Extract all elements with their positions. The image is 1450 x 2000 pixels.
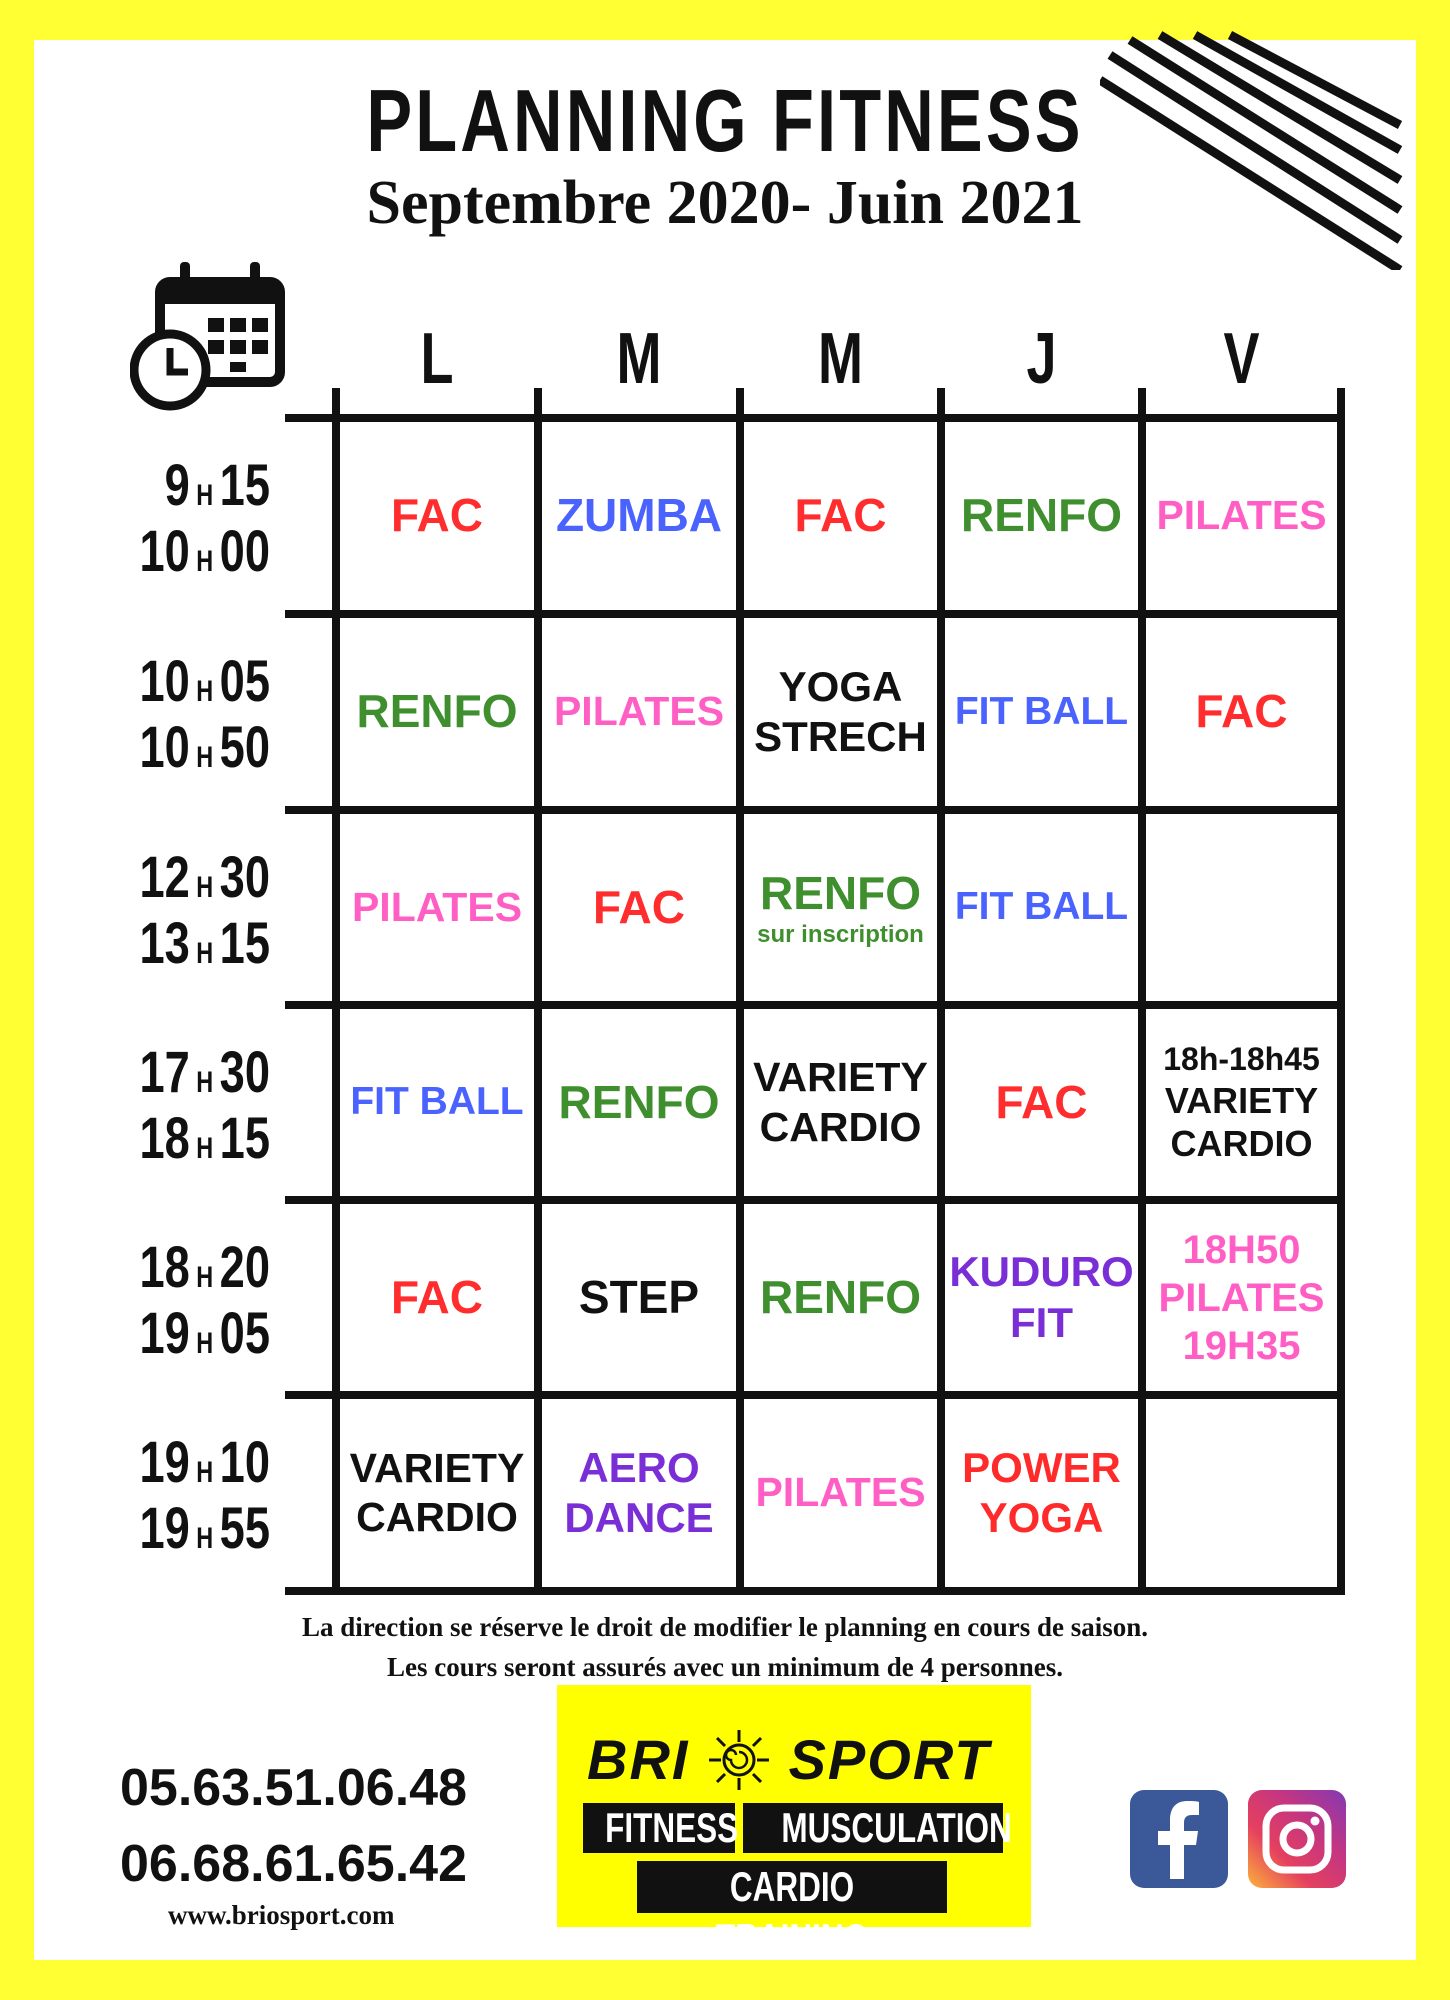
time-end: 10 H 00 [139,519,270,584]
class-name: VARIETY [753,1054,928,1101]
class-name: FIT BALL [954,689,1129,733]
disclaimer-line-2: Les cours seront assurés avec un minimum de 4 personnes. [386,1652,1063,1682]
time-slot-label [100,453,270,590]
logo-brand [587,1727,990,1792]
disclaimer-line-1: La direction se réserve le droit de modifier le planning en cours de saison. [302,1612,1148,1642]
class-name: PILATES [351,883,523,930]
time-slot-label [100,1430,270,1567]
class-name: 18h-18h45 [1163,1041,1320,1078]
instagram-icon[interactable] [1248,1790,1346,1888]
schedule-cell [744,1009,937,1196]
grid-horizontal-line [285,1001,1343,1009]
brio-sport-logo [557,1685,1031,1962]
logo-tag-musculation: MUSCULATION [743,1803,1003,1853]
time-start: 18 H 20 [139,1235,270,1300]
class-name: KUDURO [949,1248,1134,1296]
time-slot-label [100,1235,270,1372]
schedule-cell [945,1009,1138,1196]
time-end: 19 H 05 [139,1301,270,1366]
time-start: 17 H 30 [139,1040,270,1105]
class-name: RENFO [558,1075,720,1128]
class-name: VARIETY [349,1444,525,1491]
day-header: M [818,319,863,399]
schedule-cell [744,1399,937,1587]
day-header: L [420,319,454,399]
class-name: FAC [391,1270,483,1323]
class-name: PILATES [1158,1275,1325,1320]
schedule-cell [945,1399,1138,1587]
logo-tag-cardio-training: CARDIO TRAINING [637,1861,947,1913]
class-name: PILATES [755,1469,926,1516]
class-name: RENFO [356,685,518,738]
schedule-cell [945,618,1138,806]
page-title: PLANNING FITNESS [366,71,1084,170]
schedule-cell [1146,1009,1337,1196]
class-name: YOGA [979,1494,1104,1541]
schedule-cell [340,1204,534,1391]
time-start: 19 H 10 [139,1430,270,1495]
schedule-cell [542,1204,736,1391]
schedule-cell [542,1399,736,1587]
schedule-cell [744,422,937,610]
class-name: VARIETY [1164,1079,1319,1121]
grid-vertical-line [736,388,744,1595]
time-slot-label [100,649,270,786]
logo-tag-fitness: FITNESS [583,1803,735,1853]
class-name: POWER [962,1443,1121,1491]
schedule-cell [744,618,937,806]
class-name: RENFO [760,866,921,919]
schedule-cell [542,422,736,610]
schedule-cell [542,1009,736,1196]
time-start: 12 H 30 [139,845,270,910]
schedule-cell [1146,618,1337,806]
schedule-cell [744,1204,937,1391]
schedule-cell [945,1204,1138,1391]
calendar-clock-icon [130,262,290,417]
day-header: M [616,319,662,399]
schedule-cell [945,814,1138,1001]
page-subtitle: Septembre 2020- Juin 2021 [366,169,1084,237]
time-end: 19 H 55 [139,1496,270,1561]
class-name: DANCE [564,1494,714,1541]
sun-spiral-icon [707,1738,771,1790]
schedule-cell [1146,1399,1337,1587]
schedule-cell [542,618,736,806]
class-name: STRECH [754,713,927,760]
grid-horizontal-line [285,610,1343,618]
schedule-cell [340,1009,534,1196]
logo-brand-right: SPORT [788,1728,991,1791]
schedule-cell [340,1399,534,1587]
class-name: YOGA [778,662,903,710]
class-name: 18H50 [1182,1227,1301,1272]
class-name: PILATES [553,688,725,735]
time-start: 10 H 05 [139,649,270,714]
class-name: FIT [1010,1298,1073,1346]
class-name: CARDIO [356,1494,518,1540]
schedule-cell [744,814,937,1001]
class-name: CARDIO [1170,1122,1313,1164]
schedule-cell [1146,422,1337,610]
grid-vertical-line [937,388,945,1595]
class-name: FAC [995,1075,1088,1128]
grid-horizontal-line [285,414,1343,422]
class-name: RENFO [961,489,1122,542]
facebook-icon[interactable] [1130,1790,1228,1888]
grid-horizontal-line [285,1587,1343,1595]
class-name: FAC [593,880,685,933]
grid-vertical-line [332,388,340,1595]
time-end: 10 H 50 [139,715,270,780]
time-end: 13 H 15 [139,911,270,976]
class-name: AERO [578,1443,700,1491]
time-slot-label [100,845,270,982]
grid-vertical-line [534,388,542,1595]
time-end: 18 H 15 [139,1106,270,1171]
class-name: PILATES [1156,492,1327,539]
class-note: sur inscription [757,920,924,948]
schedule-cell [1146,1204,1337,1391]
class-name: RENFO [760,1270,921,1323]
schedule-cell [340,814,534,1001]
class-name: ZUMBA [555,489,723,542]
time-start: 9 H 15 [164,453,270,518]
phone-number-2: 06.68.61.65.42 [120,1835,467,1893]
day-header: V [1223,319,1260,399]
class-name: FAC [391,489,483,542]
grid-horizontal-line [285,1391,1343,1399]
website-link[interactable]: www.briosport.com [168,1900,395,1930]
schedule-cell [945,422,1138,610]
phone-number-1: 05.63.51.06.48 [120,1759,467,1817]
schedule-cell [340,618,534,806]
class-name: FIT BALL [954,885,1129,929]
grid-vertical-line [1337,388,1345,1595]
class-name: FIT BALL [350,1080,524,1124]
grid-vertical-line [1138,388,1146,1595]
schedule-cell [542,814,736,1001]
class-name: FAC [794,489,887,542]
class-name: STEP [578,1270,700,1323]
logo-brand-left: BRI [587,1728,690,1791]
day-header: J [1026,319,1057,399]
grid-horizontal-line [285,806,1343,814]
class-name: 19H35 [1182,1323,1301,1368]
schedule-cell [1146,814,1337,1001]
time-slot-label [100,1040,270,1177]
class-name: CARDIO [759,1103,922,1150]
class-name: FAC [1195,685,1288,738]
schedule-cell [340,422,534,610]
grid-horizontal-line [285,1196,1343,1204]
